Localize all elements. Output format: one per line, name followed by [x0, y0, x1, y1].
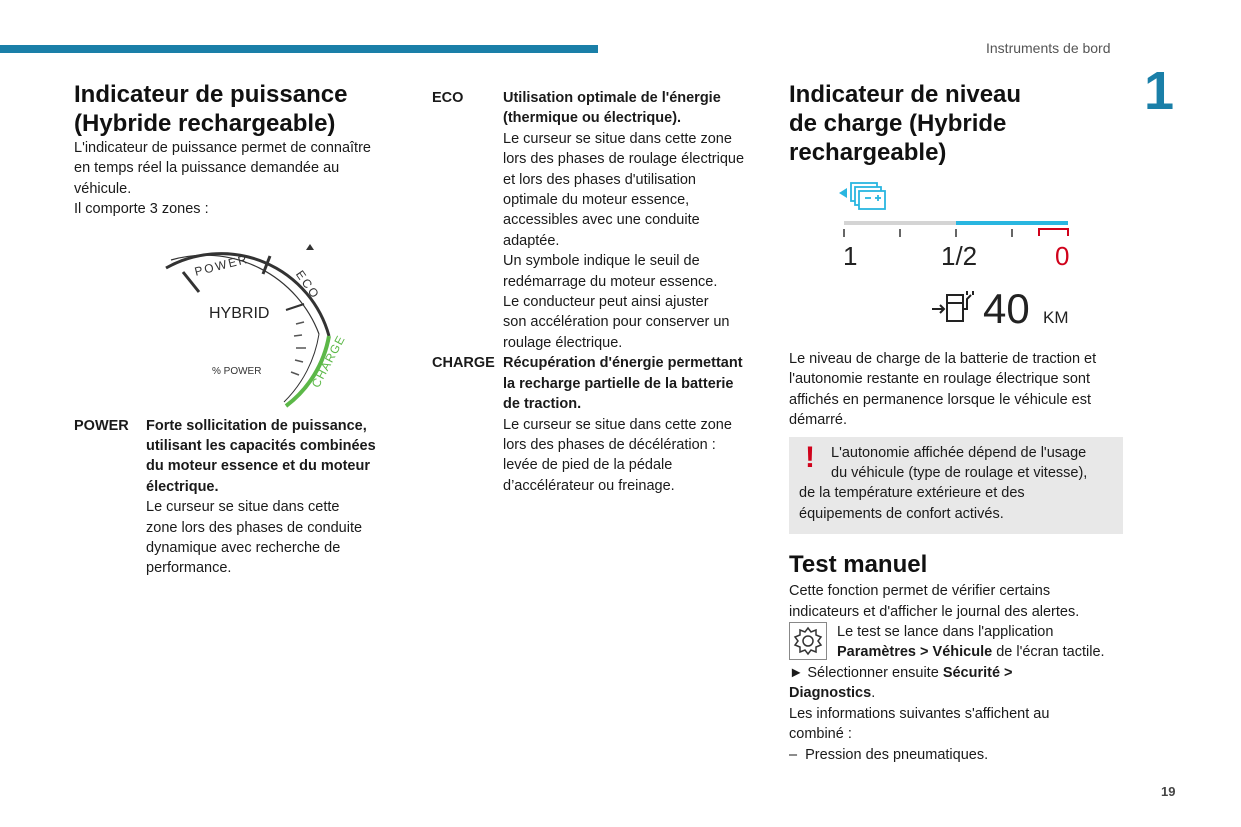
gauge-label-eco: ECO	[292, 267, 323, 302]
charge-level-title: Indicateur de niveau de charge (Hybride rechargeable)	[789, 81, 1022, 166]
charge-level-desc: Le niveau de charge de la batterie de traction et l'autonomie restante en roulage électrique sont affichés en permanence lorsque le véhicule est démarré.	[789, 351, 1097, 429]
scale-empty: 0	[1055, 241, 1070, 271]
info-text: Les informations suivantes s'affichent au combiné :	[789, 705, 1050, 743]
def-power: POWER Forte sollicitation de puissance, utilisant les capacités combinées du moteur essence et du moteur électrique. Le curseur se situe dans cette zone lors des phases de conduite dynamique avec recherche de performance.	[74, 417, 376, 577]
range-value: 40	[983, 285, 1030, 332]
step-instruction: ► Sélectionner ensuite Sécurité > Diagnostics.	[789, 664, 1013, 702]
column-power-indicator	[74, 80, 394, 579]
page-number: 19	[1161, 784, 1176, 799]
column-charge-level	[789, 80, 1123, 765]
scale-full: 1	[843, 241, 858, 271]
def-charge: CHARGE Récupération d'énergie permettant la recharge partielle de la batterie de traction. Le curseur se situe dans cette zone lors des phases de décélération : levée de pied de la pédale d’accélérateur ou freinage.	[432, 355, 743, 494]
gauge-label-pct-power: % POWER	[212, 365, 262, 377]
gauge-label-power: POWER	[193, 251, 251, 279]
power-intro: L'indicateur de puissance permet de connaître en temps réel la puissance demandée au véhicule. Il comporte 3 zones :	[74, 140, 371, 218]
test-app-row: Le test se lance dans l'application Paramètres > Véhicule de l'écran tactile.	[789, 622, 1123, 663]
step-arrow-icon: ►	[789, 664, 804, 681]
charge-level-display	[789, 179, 1123, 341]
test-manuel-title: Test manuel	[789, 551, 928, 579]
chapter-number: 1	[1144, 61, 1175, 121]
power-gauge	[74, 226, 394, 410]
section-label: Instruments de bord	[986, 40, 1111, 56]
battery-icon	[851, 183, 885, 209]
list-item: – Pression des pneumatiques.	[789, 746, 989, 763]
gauge-label-hybrid: HYBRID	[209, 304, 270, 322]
test-intro: Cette fonction permet de vérifier certains indicateurs et d'afficher le journal des alertes.	[789, 583, 1080, 620]
gauge-label-charge: CHARGE	[308, 332, 348, 390]
warning-icon: !	[805, 440, 815, 474]
ev-charger-icon	[932, 291, 973, 321]
column-zones	[432, 88, 772, 496]
warning-note: ! L'autonomie affichée dépend de l'usage du véhicule (type de roulage et vitesse), de la température extérieure et des équipements de confort activés.	[789, 437, 1123, 535]
range-unit: KM	[1043, 308, 1069, 327]
top-accent-bar	[0, 45, 598, 53]
power-indicator-title: Indicateur de puissance (Hybride rechargeable)	[74, 81, 348, 137]
scale-half: 1/2	[941, 241, 978, 271]
def-eco: ECO Utilisation optimale de l'énergie (thermique ou électrique). Le curseur se situe dans cette zone lors des phases de roulage électrique et lors des phases d'utilisation optimale du moteur essence, accessibles avec une conduite adaptée. Un symbole indique le seuil de redémarrage du moteur essence. Le conducteur peut ainsi ajuster son accélération pour conserver un roulage électrique.	[432, 90, 745, 351]
settings-gear-icon	[789, 622, 827, 660]
